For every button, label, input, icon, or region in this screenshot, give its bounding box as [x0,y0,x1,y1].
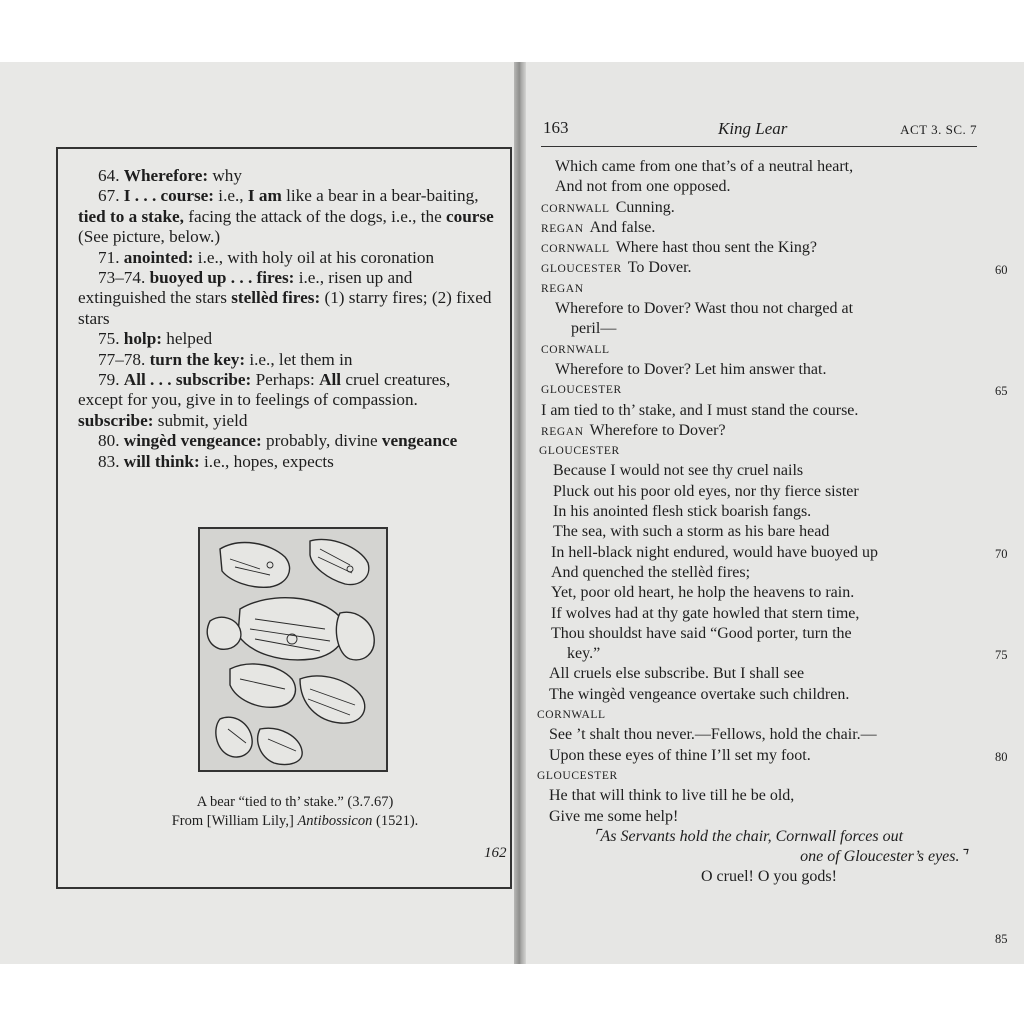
play-line [537,766,977,786]
play-line [537,746,977,766]
note: 75. holp: helped [98,329,213,349]
line-text: Cunning. [615,198,675,216]
play-line [537,502,977,522]
play-line [537,340,977,360]
speaker-name: REGAN [541,282,584,295]
play-line [537,563,977,583]
play-line [537,624,977,644]
caption-line-1: A bear “tied to th’ stake.” (3.7.67) [196,794,394,810]
book-gutter [514,62,526,964]
play-line [537,441,977,461]
note: 80. wingèd vengeance: probably, divine vengeance [98,431,458,451]
figure-caption [150,793,440,831]
line-text: See ’t shalt thou never.—Fellows, hold the chair.— [549,726,877,744]
left-page-number: 162 [484,845,507,861]
line-number: 75 [995,648,1008,663]
play-line: O cruel! O you gods! [701,868,837,886]
play-line [537,725,977,745]
play-line [537,482,977,502]
play-line [537,299,977,319]
speaker-name: CORNWALL [537,709,606,722]
speaker-name: GLOUCESTER [541,263,622,276]
play-line [537,644,977,664]
line-number: 65 [995,384,1008,399]
line-number: 60 [995,262,1008,277]
line-text: In hell-black night endured, would have buoyed up [551,543,879,561]
play-line [537,604,977,624]
play-line [537,522,977,542]
speaker-name: GLOUCESTER [541,384,622,397]
line-text: Upon these eyes of thine I’ll set my foot. [549,746,811,764]
play-line [537,279,977,299]
line-text: The wingèd vengeance overtake such children. [549,685,850,703]
stage-direction: ⌜As Servants hold the chair, Cornwall forces out [593,827,904,845]
bear-baiting-woodcut [198,527,388,772]
speaker-name: CORNWALL [541,202,610,215]
open-book [0,62,1024,964]
line-text: He that will think to live till he be old, [549,787,795,805]
line-text: Wherefore to Dover? [589,421,726,439]
line-number: 70 [995,546,1008,561]
play-line [537,157,977,177]
line-number: 80 [995,749,1008,764]
line-text: To Dover. [627,259,692,277]
speaker-name: REGAN [541,222,584,235]
play-line [537,238,977,258]
line-text: Wherefore to Dover? Let him answer that. [555,360,827,378]
note: 67. I . . . course: i.e., I am like a bear in a bear-baiting, tied to a stake, facing the attack of the dogs, i.e., the course (See picture, below.) [78,186,494,247]
line-text: The sea, with such a storm as his bare head [553,523,830,541]
note: 79. All . . . subscribe: Perhaps: All cruel creatures, except for you, give in to feelings of compassion. subscribe: submit, yield [78,370,451,430]
running-header [541,116,977,147]
woodcut-illustration [200,529,386,770]
speaker-name: GLOUCESTER [537,769,618,782]
note: 77–78. turn the key: i.e., let them in [98,349,353,369]
play-line [537,543,977,563]
line-text: peril— [571,320,617,338]
speaker-name: CORNWALL [541,243,610,256]
line-number: 85 [995,932,1008,947]
speaker-name: GLOUCESTER [539,445,620,458]
play-line [537,198,977,218]
play-text [537,157,977,888]
line-text: Pluck out his poor old eyes, nor thy fierce sister [553,482,859,500]
line-text: If wolves had at thy gate howled that stern time, [551,604,860,622]
note: 71. anointed: i.e., with holy oil at his coronation [98,247,435,267]
line-text: In his anointed flesh stick boarish fangs. [553,503,812,521]
glossary-notes [78,166,494,472]
line-text: Give me some help! [549,807,679,825]
play-line [537,360,977,380]
play-line [537,177,977,197]
play-line [537,461,977,481]
play-line [537,807,977,827]
play-line [537,421,977,441]
line-text: And false. [589,218,656,236]
line-text: Which came from one that’s of a neutral heart, [555,158,854,175]
play-line [537,401,977,421]
play-line [537,583,977,603]
line-text: Because I would not see thy cruel nails [553,462,804,480]
line-text: Yet, poor old heart, he holp the heavens to rain. [551,584,855,602]
speaker-name: CORNWALL [541,343,610,356]
line-text: And not from one opposed. [555,178,731,196]
line-text: And quenched the stellèd fires; [551,563,751,581]
play-line [537,664,977,684]
stage-direction: one of Gloucester’s eyes.⌝ [800,848,967,866]
note: 73–74. buoyed up . . . fires: i.e., risen up and extinguished the stars stellèd fires: (1) starry fires; (2) fixed stars [78,268,492,328]
line-text: Wherefore to Dover? Wast thou not charged at [555,300,854,318]
speaker-name: REGAN [541,425,584,438]
note: 83. will think: i.e., hopes, expects [98,451,334,471]
act-scene-label: ACT 3. SC. 7 [900,122,977,137]
caption-line-2: From [William Lily,] Antibossicon (1521). [171,813,419,829]
line-text: I am tied to th’ stake, and I must stand the course. [541,401,859,419]
note: 64. Wherefore: why [98,166,242,185]
play-line [537,218,977,238]
play-line [537,319,977,339]
line-text: key.” [567,645,601,663]
play-line [537,380,977,400]
line-text: Where hast thou sent the King? [615,239,817,257]
play-line [537,258,977,278]
line-text: All cruels else subscribe. But I shall see [549,665,805,683]
line-text: Thou shouldst have said “Good porter, turn the [551,624,852,642]
play-line [537,786,977,806]
play-line [537,705,977,725]
running-title: King Lear [718,119,788,138]
play-line [537,685,977,705]
right-page-number: 163 [543,118,569,137]
